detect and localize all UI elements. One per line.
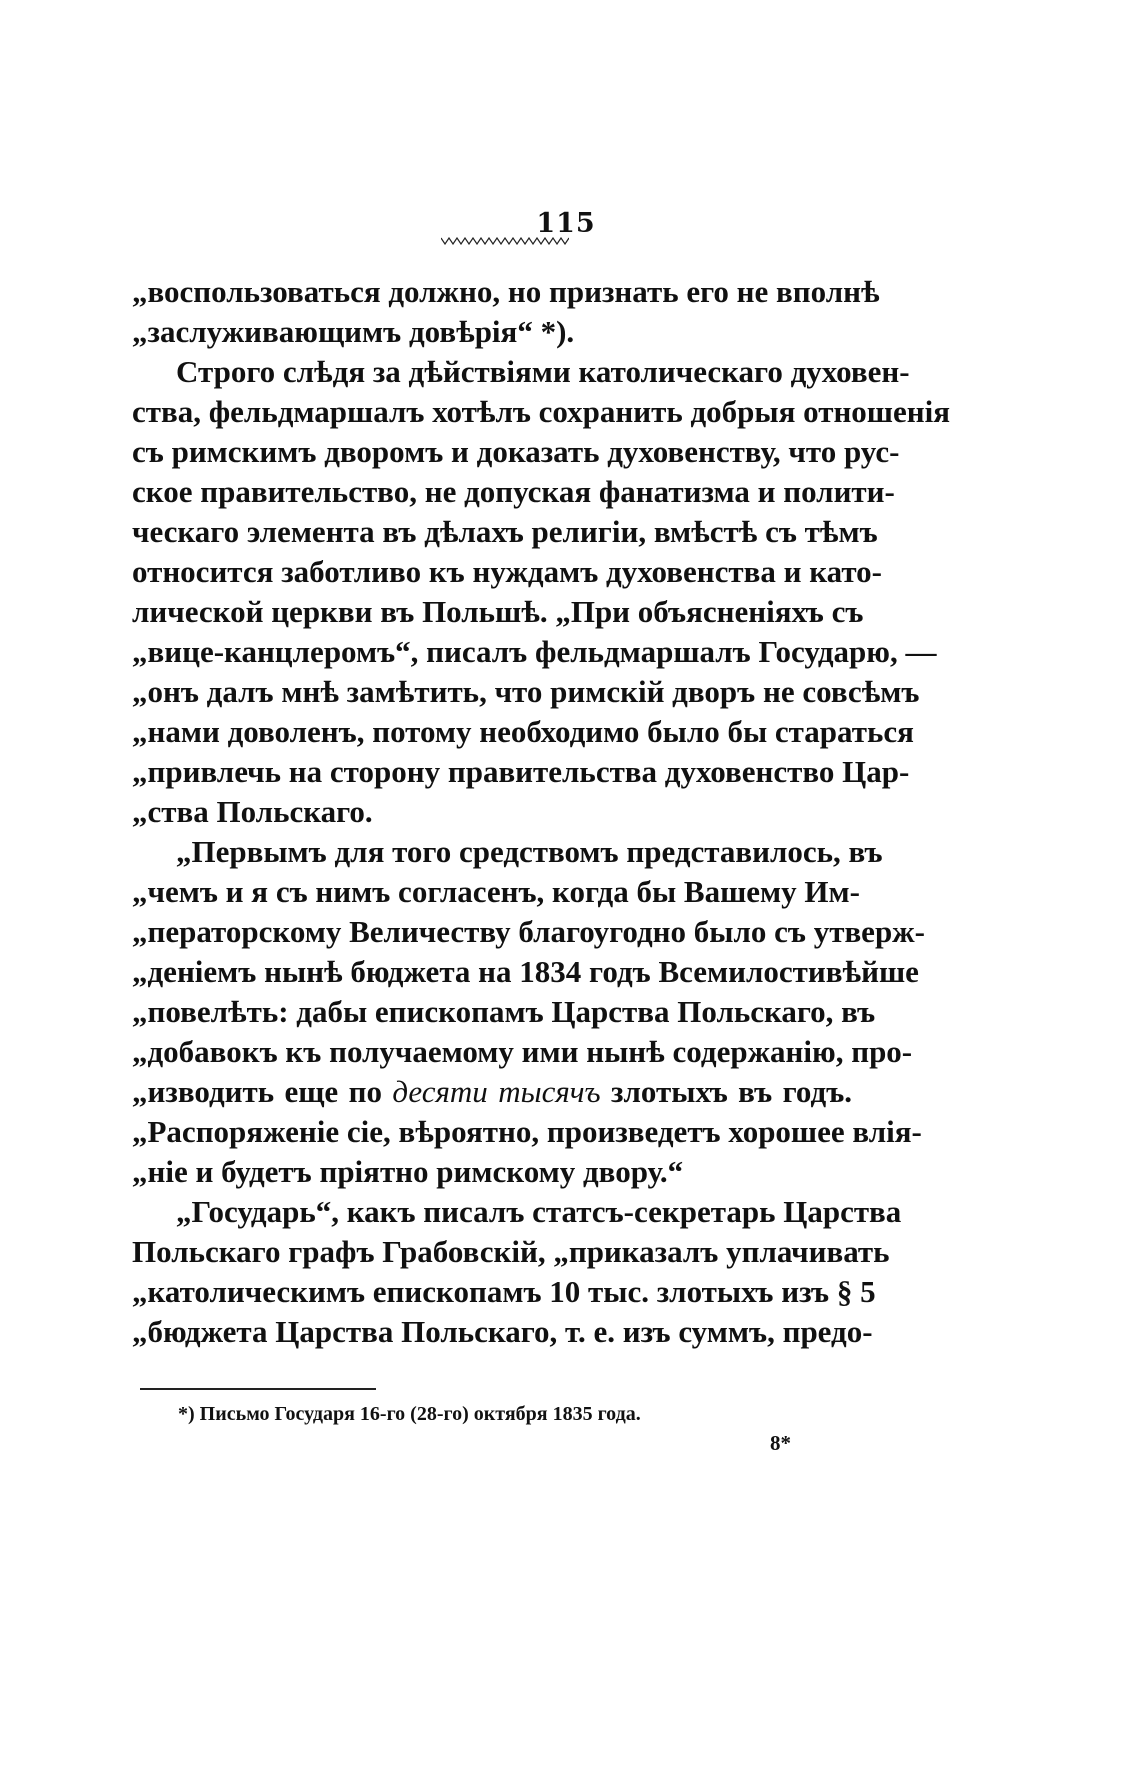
- text-line: „нами доволенъ, потому необходимо было бы стараться: [132, 714, 914, 749]
- text-line: „Государь“, какъ писалъ статсъ-секретарь Царства: [176, 1194, 902, 1229]
- text-line: „воспользоваться должно, но признать его не вполнѣ: [132, 274, 880, 309]
- text-line: „онъ далъ мнѣ замѣтить, что римскій дворъ не совсѣмъ: [132, 674, 920, 709]
- text-line: „ператорскому Величеству благоугодно было съ утверж-: [132, 914, 925, 949]
- text-line: „Распоряженіе сіе, вѣроятно, произведетъ хорошее влія-: [132, 1114, 922, 1149]
- text-line: „ства Польскаго.: [132, 794, 373, 829]
- ornament-rule: [441, 237, 569, 245]
- text-line: „католическимъ епископамъ 10 тыс. злотыхъ изъ § 5: [132, 1274, 876, 1309]
- text-line: относится заботливо къ нуждамъ духовенства и като-: [132, 554, 882, 589]
- signature-mark: 8*: [770, 1431, 791, 1455]
- footnote: *) Письмо Государя 16-го (28-го) октября 1835 года.: [178, 1403, 641, 1425]
- text-segment: „изводить еще по: [132, 1074, 382, 1109]
- page-number: 115: [536, 208, 596, 239]
- text-line: „чемъ и я съ нимъ согласенъ, когда бы Вашему Им-: [132, 874, 860, 909]
- text-line: „Первымъ для того средствомъ представилось, въ: [176, 834, 883, 869]
- body-text: [132, 272, 950, 1352]
- text-line: лической церкви въ Польшѣ. „При объясненіяхъ съ: [132, 594, 864, 629]
- text-line: „добавокъ къ получаемому ими нынѣ содержанію, про-: [132, 1034, 913, 1069]
- text-line: ское правительство, не допуская фанатизма и полити-: [132, 474, 895, 509]
- text-line: „деніемъ нынѣ бюджета на 1834 годъ Всемилостивѣйше: [132, 954, 919, 989]
- text-line: съ римскимъ дворомъ и доказать духовенству, что рус-: [132, 434, 900, 469]
- emphasis-text: десяти тысячъ: [392, 1074, 601, 1109]
- text-line: „вице-канцлеромъ“, писалъ фельдмаршалъ Государю, —: [132, 634, 937, 669]
- text-line: Польскаго графъ Грабовскій, „приказалъ уплачивать: [132, 1234, 890, 1269]
- text-line: „привлечь на сторону правительства духовенство Цар-: [132, 754, 910, 789]
- text-line: „повелѣть: дабы епископамъ Царства Польскаго, въ: [132, 994, 876, 1029]
- text-segment: злотыхъ въ годъ.: [611, 1074, 853, 1109]
- text-line-mixed: [132, 1072, 852, 1112]
- text-line: „ніе и будетъ пріятно римскому двору.“: [132, 1154, 684, 1189]
- text-line: ческаго элемента въ дѣлахъ религіи, вмѣстѣ съ тѣмъ: [132, 514, 878, 549]
- footnote-divider: [140, 1388, 376, 1390]
- text-line: „заслуживающимъ довѣрія“ *).: [132, 314, 575, 349]
- text-line: ства, фельдмаршалъ хотѣлъ сохранить добрыя отношенія: [132, 394, 950, 429]
- text-line: „бюджета Царства Польскаго, т. е. изъ суммъ, предо-: [132, 1314, 873, 1349]
- text-line: Строго слѣдя за дѣйствіями католическаго духовен-: [176, 354, 910, 389]
